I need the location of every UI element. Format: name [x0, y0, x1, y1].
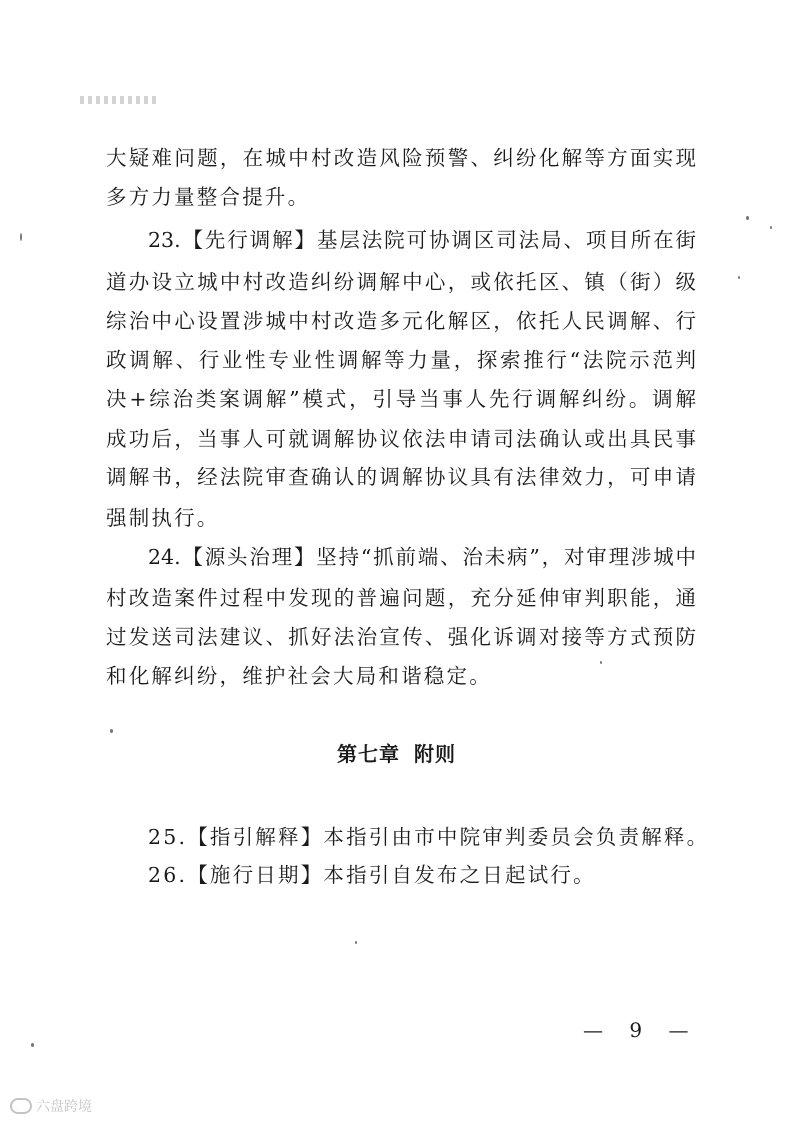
scan-speck — [600, 661, 602, 664]
article-26: 26.【施行日期】本指引自发布之日起试行。 — [148, 863, 596, 887]
article-23-line: 强制执行。 — [106, 506, 220, 530]
chapter-heading — [0, 738, 793, 767]
scan-speck — [20, 233, 22, 241]
page-number: — 9 — — [583, 1018, 699, 1042]
watermark — [10, 1096, 92, 1116]
watermark-text: 六盘跨境 — [36, 1099, 92, 1115]
article-23-line: 成功后，当事人可就调解协议依法申请司法确认或出具民事 — [106, 427, 696, 451]
article-24-line: 村改造案件过程中发现的普遍问题，充分延伸审判职能，通 — [106, 586, 696, 610]
scan-speck — [355, 941, 357, 944]
article-23-line: 调解书，经法院审查确认的调解协议具有法律效力，可申请 — [106, 465, 696, 489]
paragraph-continuation-line: 多方力量整合提升。 — [106, 185, 311, 209]
article-23-line: 23.【先行调解】基层法院可协调区司法局、项目所在街 — [148, 228, 696, 252]
article-24-line: 过发送司法建议、抓好法治宣传、强化诉调对接等方式预防 — [106, 625, 696, 649]
paragraph-continuation-line: 大疑难问题，在城中村改造风险预警、纠纷化解等方面实现 — [106, 146, 696, 170]
article-24-line: 24.【源头治理】坚持“抓前端、治未病”，对审理涉城中 — [148, 545, 696, 569]
article-23-line: 综治中心设置涉城中村改造多元化解区，依托人民调解、行 — [106, 309, 696, 333]
scan-speck — [738, 276, 740, 279]
scan-speck — [770, 226, 772, 229]
scan-smudge — [80, 96, 160, 104]
article-24-line: 和化解纠纷，维护社会大局和谐稳定。 — [106, 664, 492, 688]
chapter-number: 第七章 — [337, 742, 400, 766]
scan-speck — [31, 1043, 34, 1047]
article-23-line: 政调解、行业性专业性调解等力量，探索推行“法院示范判 — [106, 348, 696, 372]
article-23-line: 决+综治类案调解”模式，引导当事人先行调解纠纷。调解 — [106, 387, 696, 411]
article-25: 25.【指引解释】本指引由市中院审判委员会负责解释。 — [148, 825, 710, 849]
scan-speck — [110, 729, 113, 733]
article-23-line: 道办设立城中村改造纠纷调解中心，或依托区、镇（街）级 — [106, 270, 696, 294]
scan-speck — [746, 216, 749, 220]
chapter-title: 附则 — [414, 742, 456, 766]
watermark-logo-icon — [10, 1098, 32, 1114]
